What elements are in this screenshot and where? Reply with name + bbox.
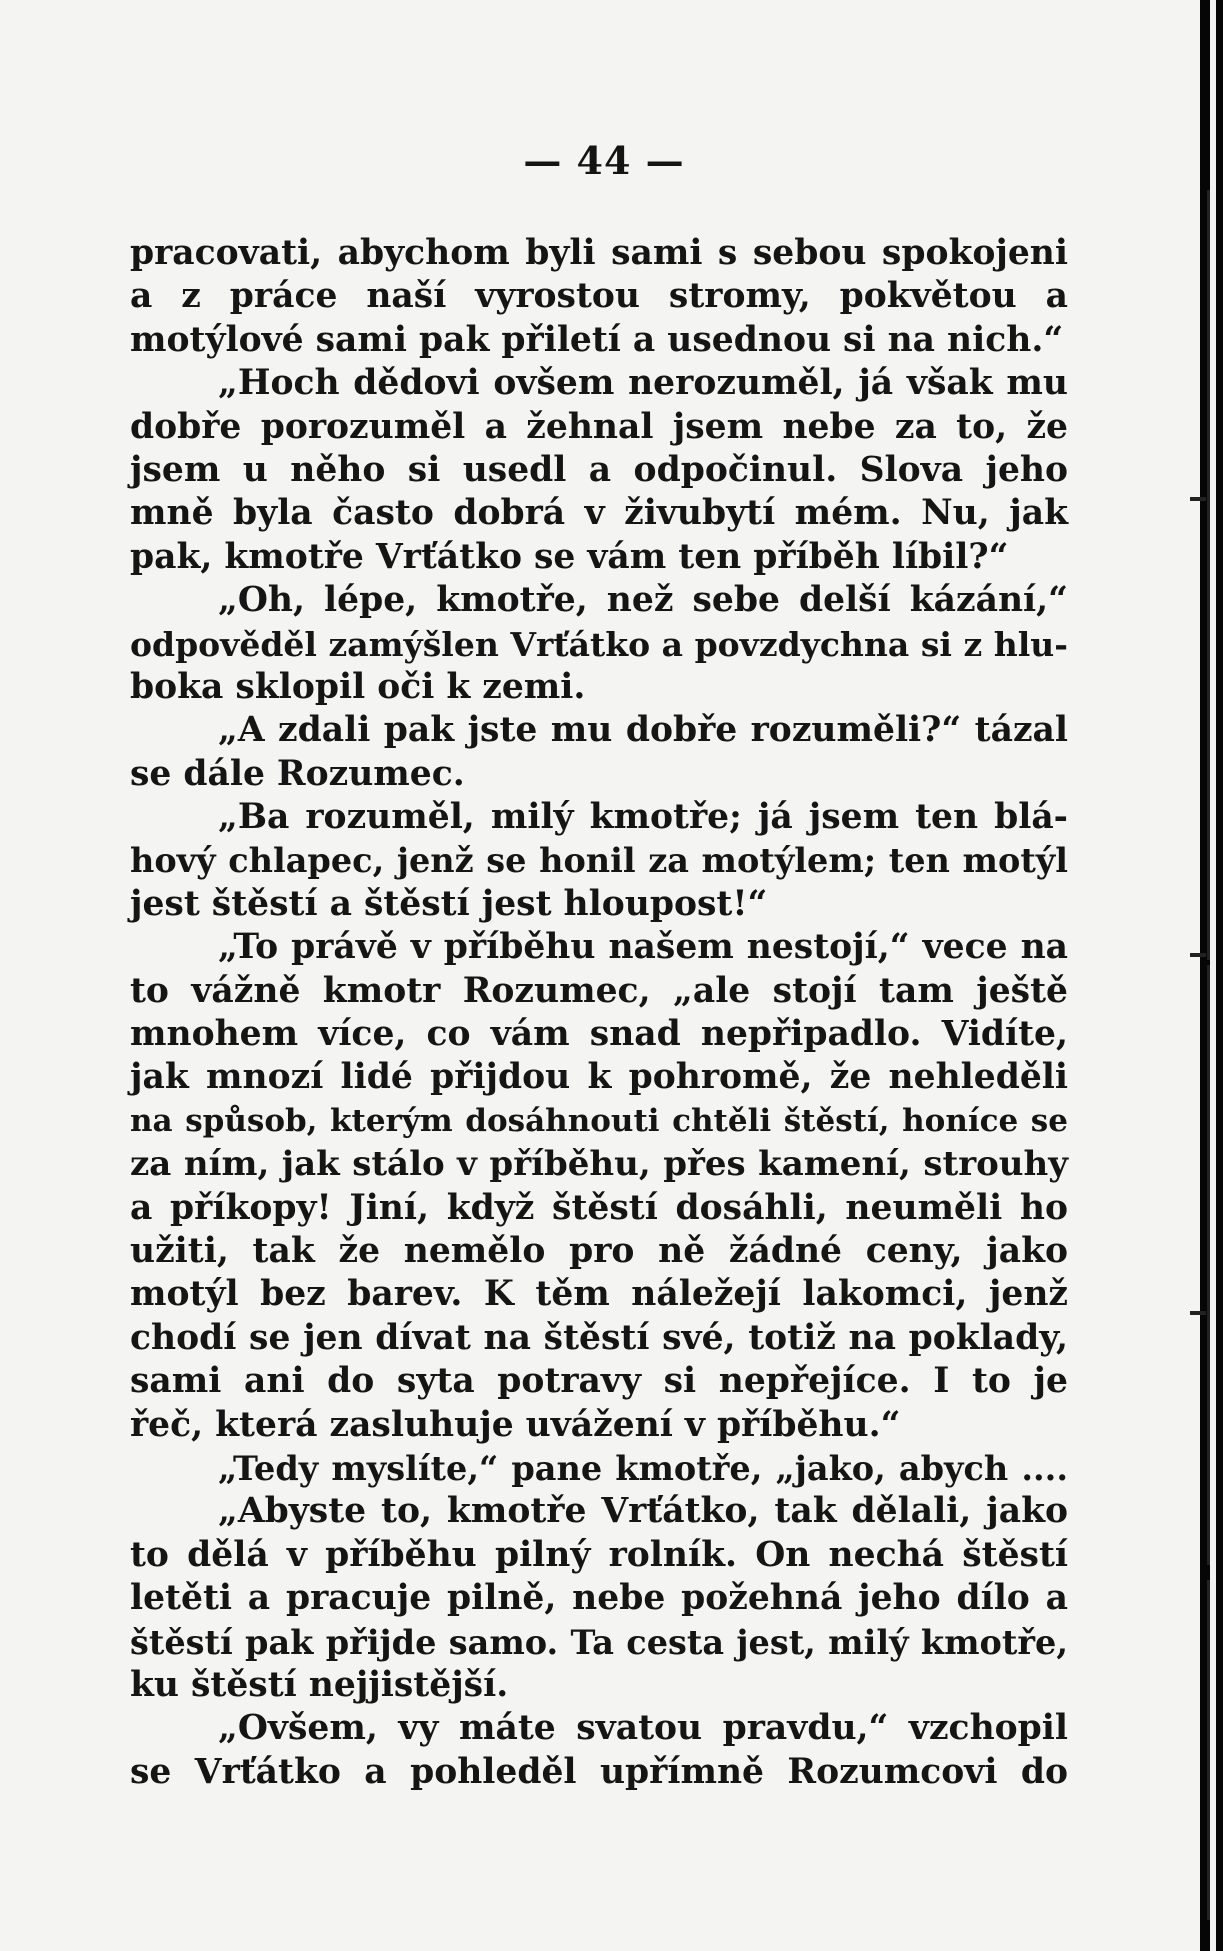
text-line: odpověděl zamýšlen Vrťátko a povzdychna si z hlu- [130,624,1068,664]
text-line: jsem u něho si usedl a odpočinul. Slova jeho [130,449,1068,490]
text-line: a příkopy! Jiní, když štěstí dosáhli, neuměli ho [130,1187,1068,1228]
text-line: „Hoch dědovi ovšem nerozuměl, já však mu [218,363,1068,404]
text-line: chodí se jen dívat na štěstí své, totiž na poklady, [130,1317,1068,1358]
text-line: „Abyste to, kmotře Vrťátko, tak dělali, jako [218,1491,1068,1532]
text-line: „Oh, lépe, kmotře, než sebe delší kázání,“ [218,580,1068,621]
text-line: pak, kmotře Vrťátko se vám ten příběh líbil?“ [130,536,1009,577]
text-line: „Tedy myslíte,“ pane kmotře, „jako, abych .... [218,1448,1068,1488]
page-edge-line [1207,965,1210,1565]
page-edge-mark [1190,953,1206,957]
text-line: to dělá v příběhu pilný rolník. On nechá štěstí [130,1534,1068,1575]
page-edge-line [1207,1580,1210,1920]
text-line: boka sklopil oči k zemi. [130,666,586,707]
text-line: štěstí pak přijde samo. Ta cesta jest, milý kmotře, [130,1622,1068,1662]
text-line: řeč, která zasluhuje uvážení v příběhu.“ [130,1404,901,1445]
text-line: „Ovšem, vy máte svatou pravdu,“ vzchopil [218,1708,1068,1749]
text-line: jak mnozí lidé přijdou k pohromě, že nehleděli [130,1057,1068,1098]
text-line: sami ani do syta potravy si nepřejíce. I to je [130,1361,1068,1402]
page-edge-mark [1190,1311,1206,1315]
text-line: hový chlapec, jenž se honil za motýlem; ten motýl [130,841,1068,881]
text-line: motýlové sami pak přiletí a usednou si na nich.“ [130,319,1064,360]
text-line: ku štěstí nejjistější. [130,1664,509,1705]
text-line: letěti a pracuje pilně, nebe požehná jeho dílo a [130,1578,1068,1619]
page-edge-strip [1210,0,1216,1951]
text-line: na spůsob, kterým dosáhnouti chtěli štěstí, honíce se [130,1102,1068,1139]
body-text [130,232,1068,1794]
text-line: a z práce naší vyrostou stromy, pokvětou a [130,276,1068,317]
page-number: — 44 — [523,138,685,183]
text-line: se dále Rozumec. [130,753,465,794]
text-line: užiti, tak že nemělo pro ně žádné ceny, jako [130,1230,1068,1271]
text-line: jest štěstí a štěstí jest hloupost!“ [130,883,768,924]
text-line: to vážně kmotr Rozumec, „ale stojí tam ještě [130,970,1068,1011]
text-line: dobře porozuměl a žehnal jsem nebe za to, že [130,406,1068,447]
text-line: mně byla často dobrá v živubytí mém. Nu, jak [130,493,1068,534]
text-line: „A zdali pak jste mu dobře rozuměli?“ tázal [218,710,1068,751]
text-line: „Ba rozuměl, milý kmotře; já jsem ten blá- [218,797,1068,838]
text-line: se Vrťátko a pohleděl upřímně Rozumcovi do [130,1751,1068,1792]
text-line: pracovati, abychom byli sami s sebou spokojeni [130,233,1068,273]
text-line: za ním, jak stálo v příběhu, přes kamení, strouhy [130,1144,1068,1185]
page-edge-mark [1190,497,1206,501]
text-line: „To právě v příběhu našem nestojí,“ vece na [218,927,1068,968]
page-edge-line [1207,190,1210,960]
text-line: motýl bez barev. K těm náležejí lakomci, jenž [130,1274,1068,1315]
text-line: mnohem více, co vám snad nepřipadlo. Vidíte, [130,1014,1068,1055]
